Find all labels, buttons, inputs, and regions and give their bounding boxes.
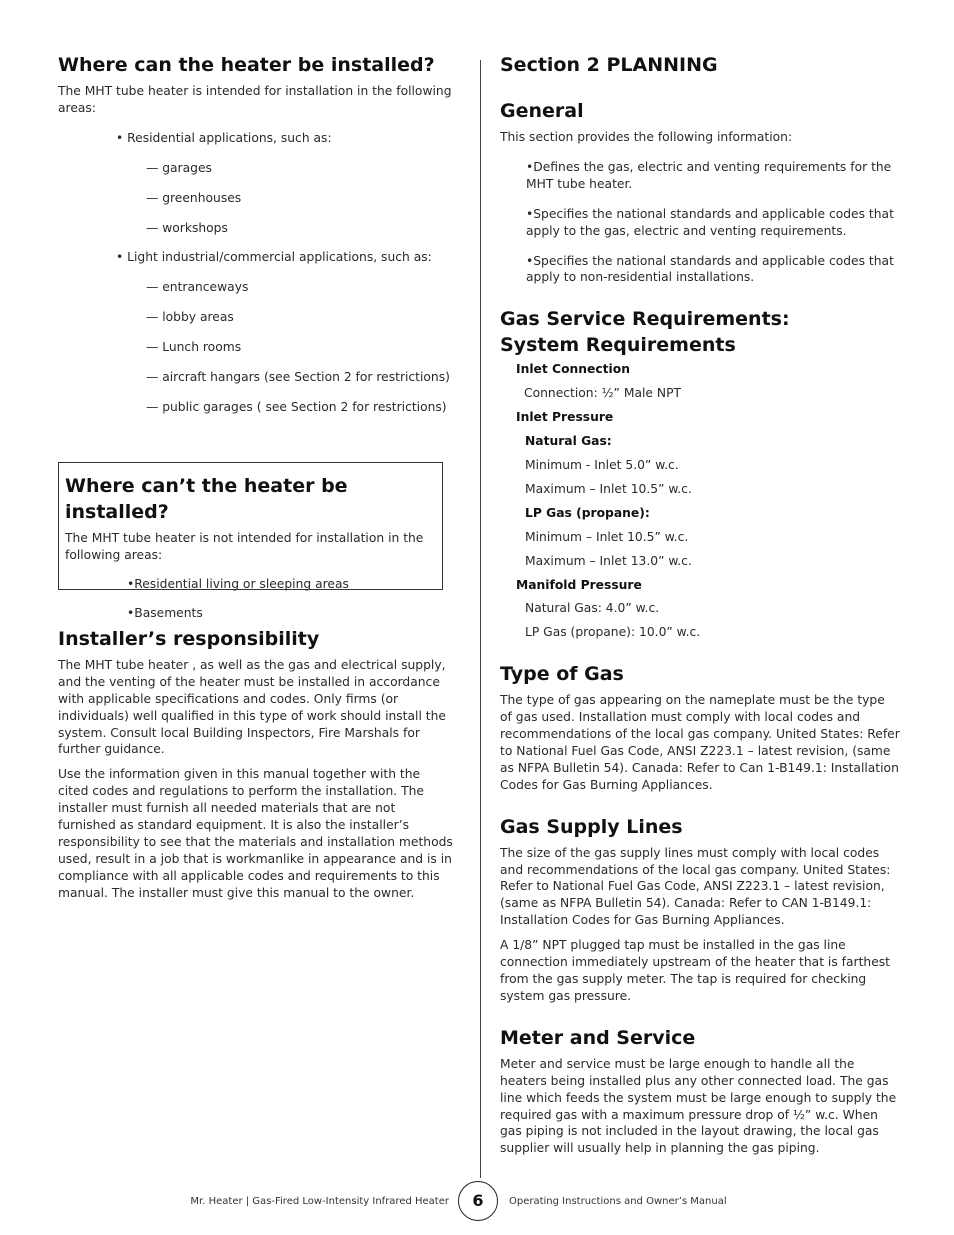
column-divider xyxy=(480,60,481,1178)
list-item: •Basements xyxy=(127,605,203,620)
list-item: •Residential living or sleeping areas xyxy=(127,576,349,591)
responsibility-paragraph: Use the information given in this manual together with the cited codes and regulations to perform the installation. The installer must furnish all needed materials that are not furnished as standard equipment. It is also the installer’s responsibility to see that the materials and installation methods used, result in a job that is workmanlike in appearance and is in compliance with all applicable codes and requirements to this manual. The installer must give this manual to the owner. xyxy=(58,767,453,900)
manifold-natural: Natural Gas: 4.0” w.c. xyxy=(525,601,660,616)
general-intro: This section provides the following information: xyxy=(500,130,793,144)
not-installed-heading: Where can’t the heater be installed? xyxy=(65,474,348,523)
inlet-connection-label: Inlet Connection xyxy=(516,362,630,377)
list-item: — aircraft hangars (see Section 2 for restrictions) xyxy=(146,370,450,385)
natural-gas-max: Maximum – Inlet 10.5” w.c. xyxy=(525,481,692,496)
list-item: •Specifies the national standards and applicable codes that apply to the gas, electric and venting requirements. xyxy=(526,206,894,238)
inlet-connection-value: Connection: ½” Male NPT xyxy=(524,386,681,401)
gas-supply-paragraph: A 1/8” NPT plugged tap must be installed in the gas line connection immediately upstream of the heater that is farthest from the gas supply meter. The tap is required for checking system gas pressure. xyxy=(500,938,890,1003)
responsibility-paragraph: The MHT tube heater , as well as the gas and electrical supply, and the venting of the heater must be installed in accordance with applicable specifications and codes. Only firms (or individuals) well qualified in this type of work should install the system. Consult local Building Inspectors, Fire Marshals for further guidance. xyxy=(58,657,446,757)
page-footer xyxy=(0,1180,954,1224)
list-item: — Lunch rooms xyxy=(146,340,242,355)
residential-bullet: • Residential applications, such as: xyxy=(116,130,332,145)
inlet-pressure-label: Inlet Pressure xyxy=(516,410,614,425)
not-installed-intro: The MHT tube heater is not intended for installation in the following areas: xyxy=(65,530,424,562)
not-installed-box xyxy=(58,462,443,620)
gas-service-heading: Gas Service Requirements: xyxy=(500,308,790,331)
page-number: 6 xyxy=(458,1181,498,1221)
manifold-pressure-label: Manifold Pressure xyxy=(516,577,642,592)
where-installed-heading: Where can the heater be installed? xyxy=(58,54,435,76)
lp-gas-label: LP Gas (propane): xyxy=(525,505,650,520)
type-of-gas-paragraph: The type of gas appearing on the nameplate must be the type of gas used. Installation must comply with local codes and recommendations of the local gas company. United States: Refer to National Fuel Gas Code, ANSI Z223.1 – latest revision, (same as NFPA Bulletin 54). Canada: Refer to Can 1-B149.1: Installation Codes for Gas Burning Appliances. xyxy=(500,693,900,792)
meter-service-heading: Meter and Service xyxy=(500,1026,696,1049)
list-item: — workshops xyxy=(146,220,228,235)
type-of-gas-heading: Type of Gas xyxy=(500,663,624,686)
lp-gas-min: Minimum – Inlet 10.5” w.c. xyxy=(525,529,689,544)
list-item: — lobby areas xyxy=(146,310,234,325)
footer-left-text: Mr. Heater | Gas-Fired Low-Intensity Infrared Heater xyxy=(190,1196,449,1207)
manifold-lp: LP Gas (propane): 10.0” w.c. xyxy=(525,625,701,640)
list-item: — greenhouses xyxy=(146,190,242,205)
meter-service-paragraph: Meter and service must be large enough to handle all the heaters being installed plus any other connected load. The gas line which feeds the system must be large enough to supply the required gas with a maximum pressure drop of ½” w.c. When gas piping is not included in the layout drawing, the local gas supplier will usually help in planning the gas piping. xyxy=(500,1056,897,1156)
where-installed-intro: The MHT tube heater is intended for installation in the following areas: xyxy=(58,84,452,115)
footer-right-text: Operating Instructions and Owner’s Manual xyxy=(509,1196,727,1207)
list-item: •Defines the gas, electric and venting requirements for the MHT tube heater. xyxy=(526,159,892,191)
lp-gas-max: Maximum – Inlet 13.0” w.c. xyxy=(525,553,692,568)
system-requirements-heading: System Requirements xyxy=(500,334,736,357)
commercial-bullet: • Light industrial/commercial applications, such as: xyxy=(116,250,432,265)
left-column xyxy=(58,52,454,902)
gas-supply-paragraph: The size of the gas supply lines must comply with local codes and recommendations of the local gas company. United States: Refer to National Fuel Gas Code, ANSI Z223.1 – latest revision, (same as NFPA Bulletin 54). Canada: Refer to CAN 1-B149.1: Installation Codes for Gas Burning Appliances. xyxy=(500,845,891,928)
list-item: •Specifies the national standards and applicable codes that apply to non-residential installations. xyxy=(526,253,894,285)
natural-gas-min: Minimum - Inlet 5.0” w.c. xyxy=(525,457,679,472)
section-title: Section 2 PLANNING xyxy=(500,54,718,76)
list-item: — public garages ( see Section 2 for restrictions) xyxy=(146,399,447,414)
right-column xyxy=(500,52,900,1157)
gas-supply-lines-heading: Gas Supply Lines xyxy=(500,815,683,838)
natural-gas-label: Natural Gas: xyxy=(525,434,612,449)
responsibility-heading: Installer’s responsibility xyxy=(58,627,320,650)
list-item: — entranceways xyxy=(146,280,249,295)
general-heading: General xyxy=(500,100,584,122)
list-item: — garages xyxy=(146,160,212,175)
